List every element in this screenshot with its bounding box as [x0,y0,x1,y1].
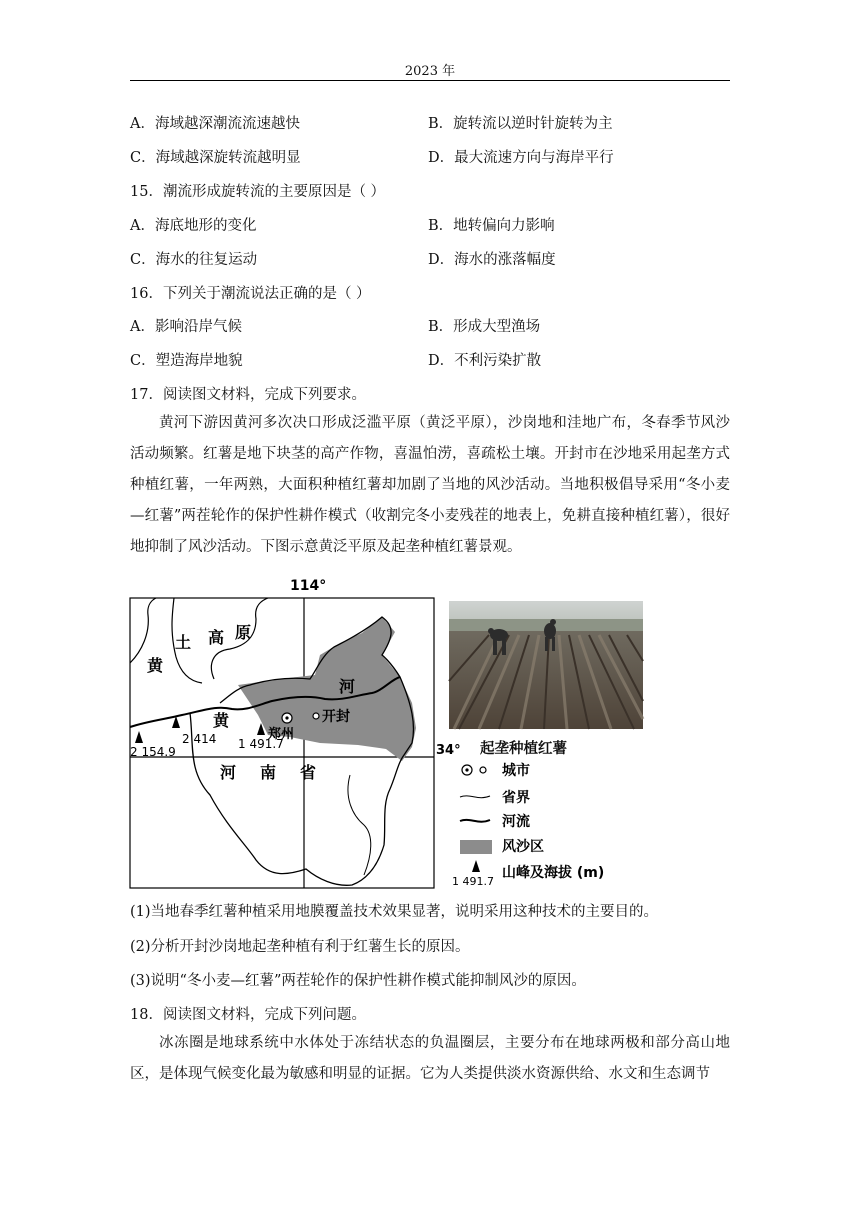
legend-city-label: 城市 [502,763,530,779]
q14-option-a: A．海域越深潮流流速越快 [130,116,300,132]
photo-caption: 起垄种植红薯 [480,741,567,757]
q17-sub3: (3)说明“冬小麦—红薯”两茬轮作的保护性耕作模式能抑制风沙的原因。 [130,973,586,989]
city-zhengzhou-label: 郑州 [268,727,295,742]
q16-option-d: D．不利污染扩散 [428,353,542,369]
legend-boundary-label: 省界 [502,790,530,806]
peak-label: 1 491.7 [238,737,284,751]
city-kaifeng-marker [313,713,319,719]
q15-option-c: C．海水的往复运动 [130,252,258,268]
q15-stem: 15．潮流形成旋转流的主要原因是（ ） [130,184,386,200]
province-char: 省 [300,763,317,782]
q16-option-a: A．影响沿岸气候 [130,319,242,335]
legend-sand-swatch [460,840,492,854]
map-figure [120,575,461,895]
legend-boundary-icon [460,796,490,798]
plateau-char: 土 [175,633,192,652]
legend-sand-label: 风沙区 [502,839,544,855]
q15-option-d: D．海水的涨落幅度 [428,252,556,268]
header-rule [130,80,730,81]
q16-option-c: C．塑造海岸地貌 [130,353,243,369]
peak-marker [135,731,143,743]
ridge-planting-photo [449,601,643,729]
lat-label: 34° [436,743,461,758]
q16-option-b: B．形成大型渔场 [428,319,541,335]
legend-peak-icon [472,860,480,872]
province-boundary [348,775,371,875]
legend-river-icon [460,820,490,822]
q18-stem: 18．阅读图文材料，完成下列问题。 [130,1007,366,1023]
city-kaifeng-label: 开封 [322,709,350,725]
river-char: 黄 [213,711,230,730]
plateau-boundary [130,598,156,663]
q14-option-b: B．旋转流以逆时针旋转为主 [428,116,613,132]
q15-option-a: A．海底地形的变化 [130,218,257,234]
legend-peak-value: 1 491.7 [452,875,494,888]
peak-label: 2 414 [182,732,217,746]
q16-stem: 16．下列关于潮流说法正确的是（ ） [130,286,371,302]
map-legend [450,760,650,890]
province-char: 河 [220,763,237,782]
q17-sub2: (2)分析开封沙岗地起垄种植有利于红薯生长的原因。 [130,939,470,955]
q15-option-b: B．地转偏向力影响 [428,218,555,234]
q17-material: 黄河下游因黄河多次决口形成泛滥平原（黄泛平原），沙岗地和洼地广布，冬春季节风沙活动频繁。红薯是地下块茎的高产作物，喜温怕涝，喜疏松土壤。开封市在沙地采用起垄方式种植红薯，一年两熟，大面积种植红薯却加剧了当地的风沙活动。当地积极倡导采用“冬小麦—红薯”两茬轮作的保护性耕作模式（收割完冬小麦残茬的地表上，免耕直接种植红薯），很好地抑制了风沙活动。下图示意黄泛平原及起垄种植红薯景观。 [130,415,730,555]
page-header: 2023 年 [404,64,456,79]
legend-peak-label: 山峰及海拔 (m) [502,865,605,881]
plateau-char: 高 [208,628,225,647]
legend-city-icon [480,767,486,773]
plateau-char: 原 [235,623,252,642]
q17-stem: 17．阅读图文材料，完成下列要求。 [130,387,366,403]
q18-material: 冰冻圈是地球系统中水体处于冻结状态的负温圈层，主要分布在地球两极和部分高山地区，是体现气候变化最为敏感和明显的证据。它为人类提供淡水资源供给、水文和生态调节 [130,1035,730,1082]
q14-option-d: D．最大流速方向与海岸平行 [428,150,614,166]
province-char: 南 [260,763,277,782]
plateau-char: 黄 [147,656,164,675]
river-char: 河 [339,677,356,696]
peak-label: 2 154.9 [130,745,176,759]
lon-label: 114° [290,578,327,594]
q14-option-c: C．海域越深旋转流越明显 [130,150,301,166]
q17-sub1: (1)当地春季红薯种植采用地膜覆盖技术效果显著，说明采用这种技术的主要目的。 [130,904,659,920]
legend-river-label: 河流 [502,814,530,830]
